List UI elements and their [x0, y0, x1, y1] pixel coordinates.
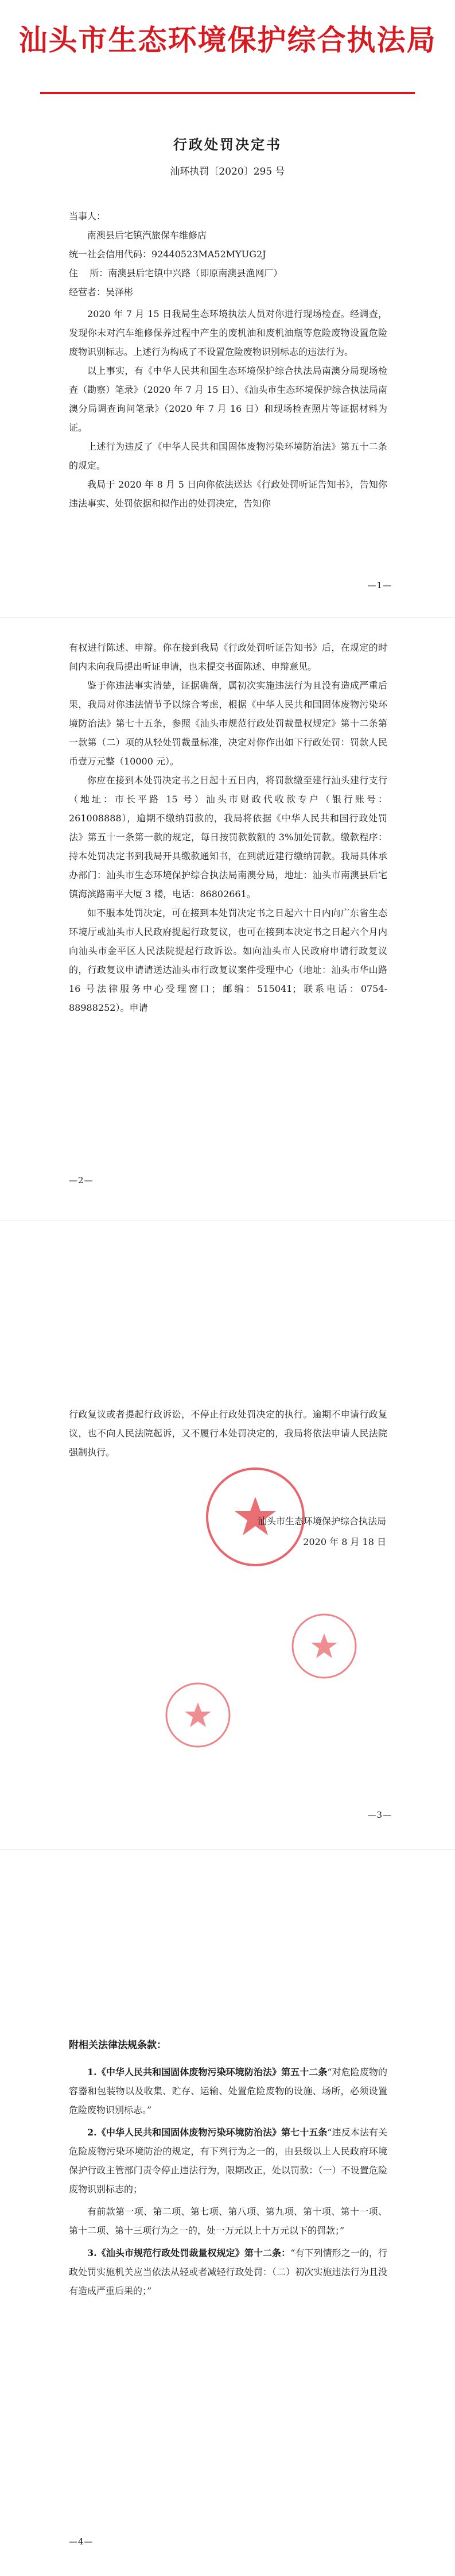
law-heading: 1.《中华人民共和国固体废物污染环境防治法》第五十二条 [87, 2067, 328, 2077]
page-1 [0, 0, 455, 617]
party-name-row [69, 226, 387, 245]
credit-code: 92440523MA52MYUG2J [151, 249, 266, 260]
page-4 [0, 1849, 455, 2576]
operator: 吴泽彬 [106, 287, 134, 298]
law-item [69, 2123, 387, 2199]
annex-title: 附相关法律法规条款： [69, 2040, 166, 2051]
signature-date: 2020 年 8 月 18 日 [303, 1536, 386, 1547]
paragraph: 有权进行陈述、申辩。你在接到我局《行政处罚听证告知书》后，在规定的时间内未向我局提出听证申请，也未提交书面陈述、申辩意见。 [69, 642, 387, 672]
edge-seal [290, 1612, 359, 1681]
signature-org: 汕头市生态环境保护综合执法局 [257, 1516, 386, 1527]
party-row [69, 207, 387, 226]
page-number: —4— [69, 2536, 94, 2547]
paragraph: 我局于 2020 年 8 月 5 日向你依法送达《行政处罚听证告知书》，告知你违法事实、处罚依据和拟作出的处罚决定，告知你 [69, 479, 387, 509]
paragraph: 行政复议或者提起行政诉讼，不停止行政处罚决定的执行。逾期不申请行政复议，也不向人民法院起诉，又不履行本处罚决定的，我局将依法申请人民法院强制执行。 [69, 1409, 387, 1458]
red-divider [40, 92, 415, 94]
paragraph: 你应在接到本处罚决定书之日起十五日内，将罚款缴至建行汕头建行支行（地址：市长平路 15 号）汕头市财政代收款专户（银行账号：261008888），逾期不缴纳罚款的，我局将依据《中华人民共和国行政处罚法》第五十一条第一款的规定，每日按罚款数额的 3%加处罚款。缴款程序：持本处罚决定书到我局开具缴款通知书，在到就近建行缴纳罚款。我局具体承办部门：汕头市生态环境保护综合执法局南澳分局，地址：汕头市南澳县后宅镇海滨路南平大厦 3 楼，电话：86802661。 [69, 775, 387, 899]
overlap-seal [164, 1681, 232, 1749]
doc-title: 行政处罚决定书 [173, 136, 282, 153]
page-number: —2— [69, 1175, 94, 1185]
address-label: 住 所： [69, 268, 108, 279]
law-item [69, 2202, 387, 2240]
page-number: —1— [367, 580, 392, 590]
law-body: 有前款第一项、第二项、第七项、第八项、第九项、第十项、第十一项、第十二项、第十三项行为之一的，处一万元以上十万元以下的罚款；” [69, 2206, 387, 2236]
page1-body [69, 304, 387, 513]
paragraph: 以上事实，有《中华人民共和国生态环境保护综合执法局南澳分局现场检查（勘察）笔录》（2020 年 7 月 15 日）、《汕头市生态环境保护综合执法局南澳分局调查询问笔录》（2020 年 7 月 16 日）和现场检查照片等证据材料为证。 [69, 365, 387, 433]
party-info [69, 207, 387, 302]
law-item [69, 2243, 387, 2300]
law-item [69, 2063, 387, 2119]
paragraph: 2020 年 7 月 15 日我局生态环境执法人员对你进行现场检查。经调查，发现你未对汽车维修保养过程中产生的废机油和废机油瓶等危险废物设置危险废物识别标志。上述行为构成了不设置危险废物识别标志的违法行为。 [69, 308, 387, 357]
law-heading: 2.《中华人民共和国固体废物污染环境防治法》第七十五条 [87, 2127, 328, 2138]
org-title: 汕头市生态环境保护综合执法局 [18, 24, 437, 57]
credit-code-row [69, 245, 387, 264]
address-row [69, 264, 387, 283]
signature-block [258, 1511, 386, 1552]
party-name: 南澳县后宅镇汽旅保车维修店 [87, 230, 207, 241]
law-list [69, 2063, 387, 2304]
page2-body [69, 638, 387, 1017]
page-3 [0, 1221, 455, 1850]
party-label: 当事人： [69, 211, 106, 222]
operator-label: 经营者： [69, 287, 106, 298]
law-body: “有下列情形之一的，行政处罚实施机关应当依法从轻或者减轻行政处罚：（二）初次实施违法行为且没有造成严重后果的；” [69, 2247, 387, 2296]
law-body: “对危险废物的容器和包装物以及收集、贮存、运输、处置危险废物的设施、场所，必须设置危险废物识别标志。” [69, 2067, 387, 2115]
credit-code-label: 统一社会信用代码： [69, 249, 152, 260]
doc-number: 汕环执罚〔2020〕295 号 [170, 166, 285, 177]
page3-body [69, 1405, 387, 1462]
operator-row [69, 283, 387, 302]
paragraph: 上述行为违反了《中华人民共和国固体废物污染环境防治法》第五十二条的规定。 [69, 441, 387, 471]
page-number: —3— [367, 1810, 392, 1820]
paragraph: 如不服本处罚决定，可在接到本处罚决定书之日起六十日内向广东省生态环境厅或汕头市人民政府提起行政复议，也可在接到本决定书之日起六个月内向汕头市金平区人民法院提起行政诉讼。如向汕头市人民政府申请行政复议的，行政复议申请请送达汕头市行政复议案件受理中心（地址：汕头市华山路 16 号法律服务中心受理窗口；邮编：515041；联系电话：0754-88988252）。申请 [69, 907, 387, 1013]
law-body: “违反本法有关危险废物污染环境防治的规定，有下列行为之一的，由县级以上人民政府环境保护行政主管部门责令停止违法行为，限期改正，处以罚款：（一）不设置危险废物识别标志的； [69, 2127, 387, 2195]
page-2 [0, 617, 455, 1221]
paragraph: 鉴于你违法事实清楚，证据确凿，属初次实施违法行为且没有造成严重后果，我局对你违法情节予以综合考虑，根据《中华人民共和国固体废物污染环境防治法》第七十五条，参照《汕头市规范行政处罚裁量权规定》第十二条第一款第（二）项的从轻处罚裁量标准，决定对你作出如下行政处罚：罚款人民币壹万元整（10000 元）。 [69, 680, 387, 767]
address: 南澳县后宅镇中兴路（即原南澳县渔网厂） [108, 268, 283, 279]
law-heading: 3.《汕头市规范行政处罚裁量权规定》第十二条： [87, 2247, 291, 2258]
